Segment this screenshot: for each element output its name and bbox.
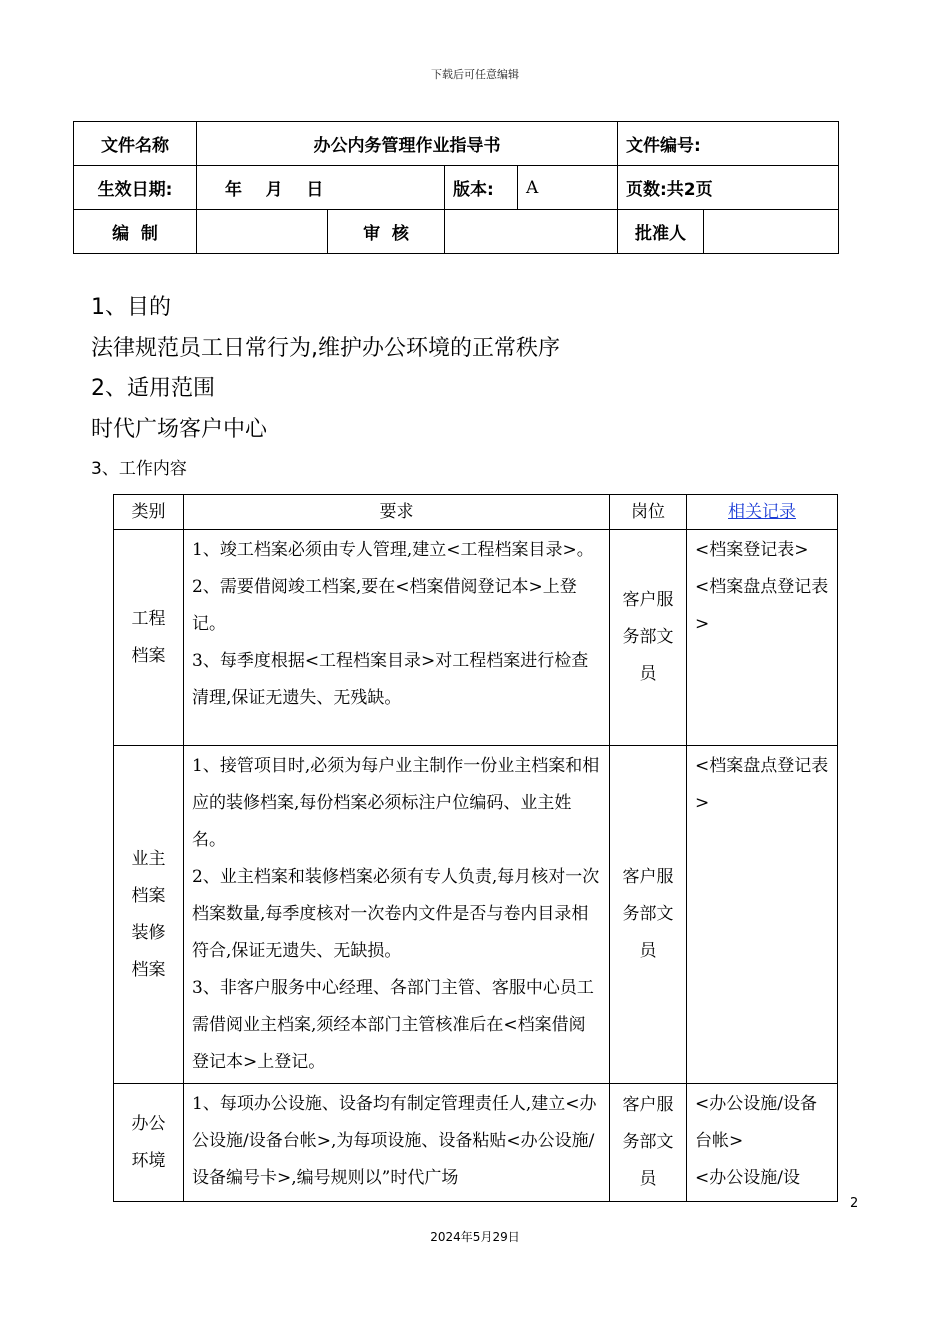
page-number: 2 <box>850 1196 859 1211</box>
record-item: <档案登记表> <box>695 540 809 560</box>
requirement-item: 1、竣工档案必须由专人管理,建立<工程档案目录>。 <box>192 540 594 560</box>
row-records <box>687 1084 838 1202</box>
section-2-body: 时代广场客户中心 <box>91 417 268 442</box>
requirement-item: 2、业主档案和装修档案必须有专人负责,每月核对一次档案数量,每季度核对一次卷内文件是否与卷内目录相符合,保证无遗失、无缺损。 <box>192 867 600 961</box>
approver-label: 批准人 <box>618 210 704 254</box>
row-requirements <box>184 746 610 1084</box>
header-category: 类别 <box>114 495 184 530</box>
row-requirements <box>184 1084 610 1202</box>
header-note: 下载后可任意编辑 <box>431 68 519 81</box>
review-value <box>445 210 618 254</box>
table-row <box>114 746 838 1084</box>
table-row <box>114 530 838 746</box>
file-name-value: 办公内务管理作业指导书 <box>197 122 618 166</box>
record-item: <办公设施/设备台帐> <box>695 1094 817 1151</box>
row-post: 客户服务部文员 <box>610 746 687 1084</box>
row-post: 客户服务部文员 <box>610 1084 687 1202</box>
header-records[interactable] <box>687 495 838 530</box>
header-post: 岗位 <box>610 495 687 530</box>
work-content-table <box>113 494 838 1202</box>
footer-date: 2024年5月29日 <box>430 1230 520 1244</box>
record-item: <档案盘点登记表> <box>695 756 829 813</box>
record-item: <档案盘点登记表> <box>695 577 829 634</box>
effective-date-label: 生效日期: <box>74 166 197 210</box>
page-count: 页数:共2页 <box>618 166 839 210</box>
requirement-item: 1、每项办公设施、设备均有制定管理责任人,建立<办公设施/设备台帐>,为每项设施、设备粘贴<办公设施/设备编号卡>,编号规则以”时代广场 <box>192 1094 597 1188</box>
row-post: 客户服务部文员 <box>610 530 687 746</box>
row-requirements <box>184 530 610 746</box>
version-label: 版本: <box>445 166 518 210</box>
effective-date-value: 年 月 日 <box>197 166 445 210</box>
requirement-item: 1、接管项目时,必须为每户业主制作一份业主档案和相应的装修档案,每份档案必须标注户位编码、业主姓名。 <box>192 756 600 850</box>
section-1-body: 法律规范员工日常行为,维护办公环境的正常秩序 <box>91 336 560 361</box>
table-row <box>114 1084 838 1202</box>
section-1-title: 1、目的 <box>91 295 171 320</box>
record-item: <办公设施/设 <box>695 1168 800 1188</box>
editor-value <box>197 210 328 254</box>
file-number-label: 文件编号: <box>618 122 839 166</box>
document-meta-table <box>73 121 839 254</box>
section-2-title: 2、适用范围 <box>91 376 215 401</box>
requirement-item: 3、非客户服务中心经理、各部门主管、客服中心员工需借阅业主档案,须经本部门主管核准后在<档案借阅登记本>上登记。 <box>192 978 594 1072</box>
review-label: 审 核 <box>328 210 445 254</box>
row-records <box>687 746 838 1084</box>
row-category: 办公环境 <box>114 1084 184 1202</box>
row-records <box>687 530 838 746</box>
editor-label: 编 制 <box>74 210 197 254</box>
approver-value <box>704 210 839 254</box>
requirement-item: 3、每季度根据<工程档案目录>对工程档案进行检查清理,保证无遗失、无残缺。 <box>192 651 589 708</box>
row-category: 工程档案 <box>114 530 184 746</box>
row-category: 业主档案装修档案 <box>114 746 184 1084</box>
version-value: A <box>518 166 618 210</box>
header-requirement: 要求 <box>184 495 610 530</box>
requirement-item: 2、需要借阅竣工档案,要在<档案借阅登记本>上登记。 <box>192 577 577 634</box>
records-link[interactable]: 相关记录 <box>728 502 796 522</box>
file-name-label: 文件名称 <box>74 122 197 166</box>
section-3-title: 3、工作内容 <box>91 459 187 479</box>
